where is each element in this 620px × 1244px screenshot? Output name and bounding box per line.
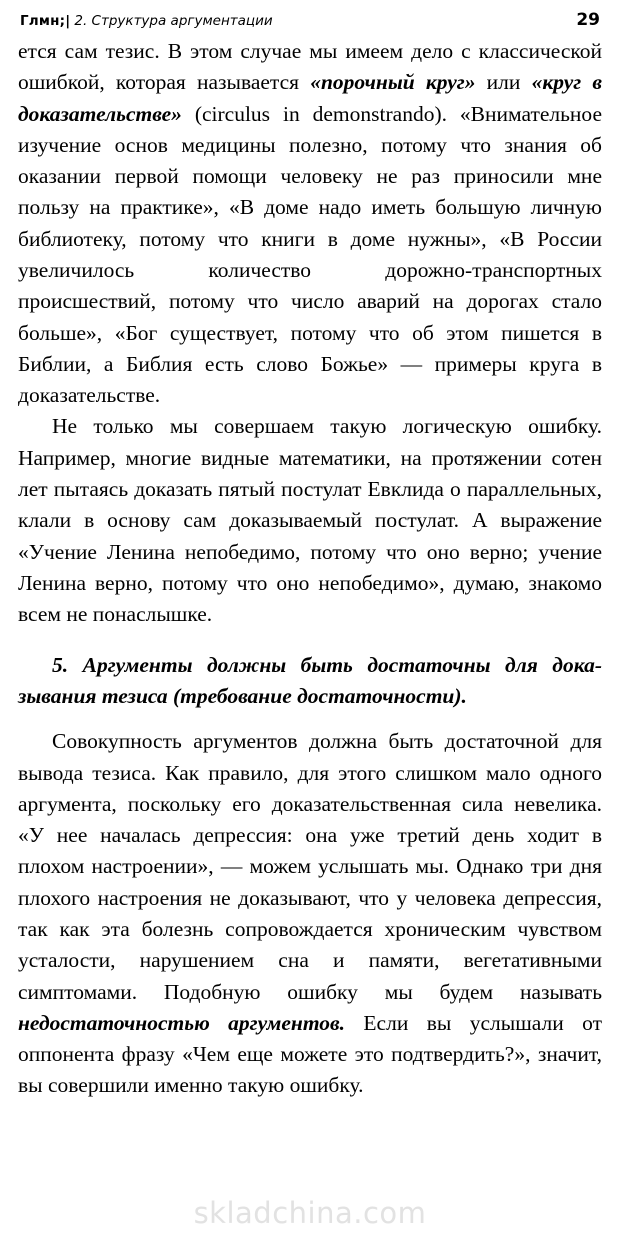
header-book-title: Глмн;| (20, 13, 71, 29)
emphasis-krug-v-dokazatelstve: «круг в доказательстве» (18, 70, 602, 126)
header-left-group (20, 13, 273, 29)
emphasis-nedostatochnost-argumentov: недостаточностью аргументов. (18, 1010, 345, 1035)
header-chapter-title: 2. Структура аргументации (74, 13, 273, 29)
paragraph-3-text-b: Если вы услышали от оппонента фразу «Чем еще можете это подтвердить?», значит, вы совершили именно такую ошибку. (18, 1010, 602, 1098)
page-body (18, 36, 602, 1102)
paragraph-3-text-a: Совокупность аргументов должна быть достаточной для вывода тезиса. Как правило, для этого слишком мало одного аргумента, поскольку его доказательственная сила невелика. «У нее началась депрессия: она уже третий день ходит в плохом настроении», — можем услышать мы. Однако три дня плохого настроения не доказывают, что у человека депрессия, так как эта болезнь сопровождается хроническим чувством усталости, нарушением сна и памяти, вегетативными симптомами. Подобную ошибку мы будем называть (18, 729, 602, 1004)
watermark: skladchina.com (193, 1196, 427, 1230)
paragraph-2: Не только мы совершаем такую логическую ошибку. Например, многие видные математики, на протяжении сотен лет пытаясь доказать пятый постулат Евклида о параллельных, клали в основу сам доказываемый постулат. А выражение «Учение Ленина непобедимо, потому что оно верно; учение Ленина верно, потому что оно непобедимо», думаю, знакомо всем не понаслышке. (18, 414, 602, 627)
paragraph-1-text-b: или (475, 70, 532, 95)
paragraph-1 (18, 36, 602, 411)
page-number: 29 (576, 10, 600, 30)
page-header (18, 10, 602, 30)
paragraph-3 (18, 726, 602, 1101)
paragraph-1-text-c: (circulus in demonstrando). «Внимательное изучение основ медицины полезно, потому что знания об оказании первой помощи человеку не раз приносили мне пользу на практике», «В доме надо иметь большую личную библиотеку, потому что книги в доме нужны», «В России увеличилось количество дорожно-транспортных происшествий, потому что число аварий на дорогах стало больше», «Бог существует, потому что об этом пишется в Библии, а Библия есть слово Божье» — примеры круга в доказательстве. (18, 101, 602, 408)
emphasis-porochny-krug: «порочный круг» (310, 70, 476, 95)
section-heading-5: 5. Аргументы должны быть достаточны для доказывания тезиса (требование достаточности). (18, 653, 602, 709)
paragraph-1-text-a: ется сам тезис. В этом случае мы имеем дело с классической ошибкой, которая называется (18, 39, 602, 95)
